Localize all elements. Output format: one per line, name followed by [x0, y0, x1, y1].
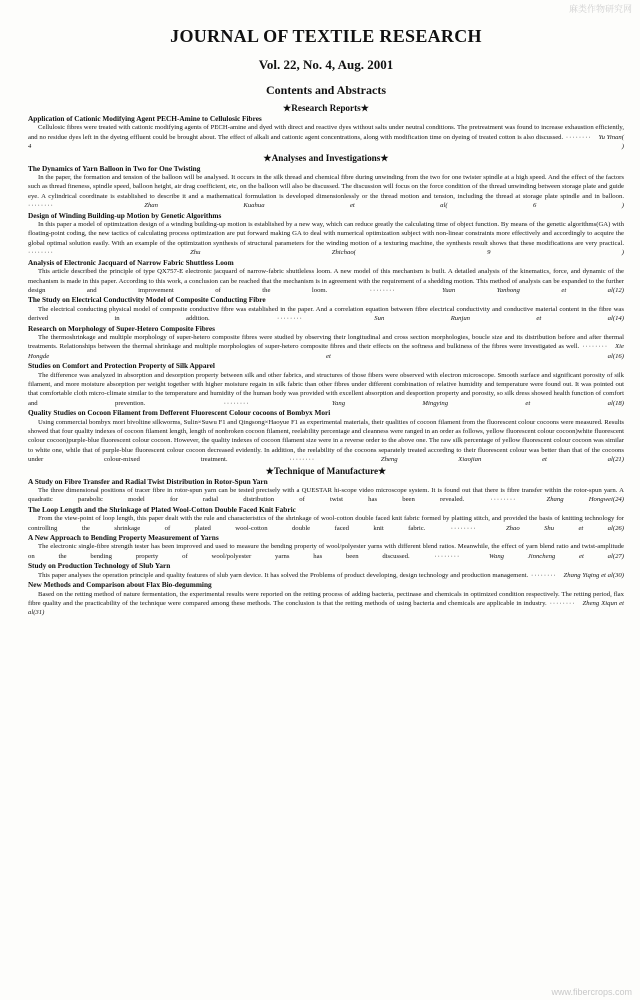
leader-dots: ········	[28, 202, 141, 210]
leader-dots: ········	[528, 571, 560, 579]
leader-dots: ········	[546, 599, 579, 607]
article-title: Research on Morphology of Super-Hetero Composite Fibres	[28, 323, 215, 333]
article-abstract	[28, 123, 624, 151]
article-entry	[28, 477, 624, 505]
abstract-text: In the paper, the formation and tension of the balloon will be analysed. It occurs in the silk thread and chemical fibre during unwinding from the two for one twister spindle at a high speed. And the effect of the factors such as thread fineness, spindle speed, balloon height, air drag coefficient, etc, on the balloon will also be discussed. The discussion will focus on the force condition of the thread unwinding between storage plate and guide eye. A cylindrical coordinate is established to describe it and a mathematical formulation is developed dimensionlessly or the thread motion and tension, including the thread at storage plate spindle and in balloon.	[28, 174, 624, 200]
issue-line: Vol. 22, No. 4, Aug. 2001	[258, 57, 394, 72]
article-abstract	[28, 418, 624, 465]
article-author: Yu Yinan( 4 )	[28, 133, 624, 151]
article-entry	[28, 580, 624, 618]
article-abstract	[28, 371, 624, 409]
abstract-text: This paper analyses the operation principle and quality features of slub yarn device. It has solved the Problems of product developing, design technology and production management.	[38, 571, 529, 579]
article-abstract	[28, 220, 624, 258]
article-title: A New Approach to Bending Property Measurement of Yarns	[28, 533, 219, 543]
article-abstract	[28, 333, 624, 361]
article-title: Application of Cationic Modifying Agent PECH-Amine to Cellulosic Fibres	[28, 114, 262, 123]
article-abstract	[28, 590, 624, 618]
article-author: Wang Jinncheng et al(27)	[485, 553, 624, 560]
article-abstract	[28, 173, 624, 211]
article-entry	[28, 361, 624, 408]
watermark-url: www.fibercrops.com	[551, 987, 632, 997]
article-entry	[28, 164, 624, 211]
abstract-text: From the view-point of loop length, this paper dealt with the rule and characteristics of the shrinkage of wool-cotton double faced knit fabric formed by platting stitch, and provided the basis of knitting technology for controlling the shrinkage of plated wool-cotton double faced knit fabric.	[28, 515, 624, 532]
abstract-text: The electrical conducting physical model of composite conductive fibre was established in the paper. And a correlation equation between fibre electrical conductivity and conductive material content in the fibre was derived in addition.	[28, 305, 624, 323]
article-title: Analysis of Electronic Jacquard of Narrow Fabric Shuttless Loom	[28, 257, 234, 267]
leader-dots: ········	[327, 286, 439, 294]
article-abstract	[28, 486, 624, 505]
article-abstract	[28, 571, 624, 580]
article-entry	[28, 324, 624, 362]
leader-dots: ········	[227, 456, 377, 464]
contents-page	[28, 26, 624, 618]
article-title: Studies on Comfort and Protection Property of Silk Apparel	[28, 361, 215, 371]
abstract-text: Cellulosic fibres were treated with cationic modifying agents of PECH-amine and dyed with direct and reactive dyes without salts under neutral conditions. The pretreatment was found to increase exhaustion efficiently, and no residue dyes left in the dyeing effluent could be brought about. The effect of alkali and cationic agent concentrations, along with modification time on dyeing of treated cotton is also discussed.	[28, 124, 624, 141]
article-author: Sun Runjun et al(14)	[370, 315, 624, 322]
abstract-text: This article described the principle of type QX757-E electronic jacquard of narrow-fabric shuttleless loom. A new model of this mechanism is built. A detailed analysis of the kinematics, force, and dynamic of the mechanism is made in this paper. According to this work, a conclusion can be reached that the mechanism is in agreement with the requirement of a shedding motion. This method of analysis can be expanded to the further design and improvement of the loom.	[28, 268, 624, 294]
article-author: Yang Mingying et al(18)	[328, 400, 624, 407]
abstract-text: The difference was analyzed in absorption and desorption property between silk and other fabrics, and structures of those fibers were observed with electron microscope. Smooth surface and significant porosity of silk filament, and more moisture absorption per weight together with higher moisture regain in silk fabric than other fibres under different combination of relative humidity and temperature were found out. It was pointed out that comfortable cloth micro-climate similar to the temperature and humidity of the human body was provided with excellent absorption and desportion property and porosity, so silk dress showed health function of comfort and prevention.	[28, 371, 624, 407]
article-entry	[28, 295, 624, 323]
section-heading: ★Technique of Manufacture★	[265, 465, 387, 476]
abstract-text: The three dimensional positions of tracer fibre in rotor-spun yarn can be tested precisely with a QUESTAR hi-scope video microscope system. It is found out that there is fibre transfer within the rotor-spun yarn. A quadratic parabolic model for radial distribution of twist has been revealed.	[28, 487, 624, 504]
article-entry	[28, 114, 624, 152]
article-title: Design of Winding Building-up Motion by Genetic Algorithms	[28, 210, 222, 220]
article-author: Zhan Kuahua et al( 6 )	[140, 202, 624, 209]
article-entry	[28, 408, 624, 464]
contents-heading: Contents and Abstracts	[265, 83, 386, 97]
article-title: Quality Studies on Cocoon Filament from Defferent Fluorescent Colour cocoons of Bombyx Mori	[28, 408, 331, 418]
article-entry	[28, 258, 624, 296]
article-author: Zhang Yiqing et al(30)	[560, 572, 624, 579]
leader-dots: ········	[563, 133, 595, 141]
leader-dots: ········	[464, 496, 543, 504]
article-author: Zheng Xiaojian et al(21)	[377, 456, 624, 463]
article-abstract	[28, 267, 624, 295]
sections-container	[28, 103, 624, 618]
leader-dots: ········	[209, 315, 371, 323]
article-title: A Study on Fibre Transfer and Radial Twist Distribution in Rotor-Spun Yarn	[28, 476, 268, 486]
abstract-text: Using commercial bombyx mori bivoltine silkworms, Sulin×Suwu F1 and Qingsong×Haoyue F1 as experimental materials, their qualities of cocoon filament from the fluorescent colour cocoons were measured. Results showed that four quality indexes of cocoon filament length, length of nonbroken cocoon filament, reelability percentage and cleanness were ranged in an order as follows, yellow fluorescent colour cocoon)white fluorescent colour cocoon)purple-blue fluorescent colour cocoon. However, the quality indexes of cocoon filament size were in a reverse order to the above one. The raw silk percentage of yellow fluorescent colour cocoon was similar to white one, while that of purple-blue fluorescent colour cocoon decreased evidently. In addition, the reelability of the cocoons separately treated according to their fluorescent colour was better than that of the cocoons under colour-mixed treatment.	[28, 418, 624, 464]
abstract-text: Based on the retting method of nature fermentation, the experimental results were reported on the retting process of adding bacteria, pectinase and chemicals in optimized condition respectively. The retting period, flax fibre quality and the practicability of the technique were compared among these methods. The conclusion is that the retting methods of using bacteria and chemicals are applicable in industry.	[28, 590, 624, 607]
article-entry	[28, 533, 624, 561]
abstract-text: The electronic single-fibre strength tester has been improved and used to measure the bending property of wool/polyester yarns with different blend ratios. Meanwhile, the effect of yarn blend ratio and twist-amplitude on the bending property of wool/polyester yarns has been discussed.	[28, 543, 624, 560]
article-abstract	[28, 542, 624, 561]
journal-title: JOURNAL OF TEXTILE RESEARCH	[170, 26, 482, 46]
section-heading: ★Analyses and Investigations★	[263, 152, 389, 163]
article-author: Yuan Yanhong et al(12)	[438, 287, 624, 294]
leader-dots: ········	[425, 524, 502, 532]
article-title: The Dynamics of Yarn Balloon in Two for One Twisting	[28, 163, 201, 173]
article-title: Study on Production Technology of Slub Yarn	[28, 561, 171, 571]
article-author: Xie Hongde et al(16)	[28, 343, 624, 360]
section-heading: ★Research Reports★	[283, 103, 369, 113]
article-author: Zhang Hongwei(24)	[542, 496, 624, 503]
article-author: Zhu Zhichao( 9 )	[186, 249, 624, 256]
watermark-chinese: 麻类作物研究网	[568, 5, 632, 15]
article-entry	[28, 211, 624, 258]
abstract-text: In this paper a model of optimization design of a winding building-up motion is established by a new way, which can reduce greatly the calculating time of object function. By means of the genetic algorithms(GA) with floating-point coding, the new tactics of calculating process optimization are put forward making GA to deal with numerical optimization subject with non-linear constraints more effectively and accordingly to acquire the global optimal solution easily. With an example of the optimization synthesis of structural parameters for the winding motion of a texturing machine, the synthesis result shows that these modifications are very practical.	[28, 221, 624, 247]
leader-dots: ········	[28, 249, 187, 257]
article-entry	[28, 561, 624, 580]
abstract-text: The thermoshrinkage and multiple morphology of super-hetero composite fibres were studied by observing their longitudinal and cross section morphologies, boucle size and its distribution before and after thermal treatments. Relationships between the thermal shrinkage and multiple morphologies of super-hetero composite fibres and their effects on the softness and bulkiness of the fibres were investigated as well.	[28, 333, 624, 351]
leader-dots: ········	[145, 399, 328, 407]
leader-dots: ········	[409, 552, 486, 560]
article-author: Zheng Xiqun et al(31)	[28, 599, 624, 617]
article-abstract	[28, 305, 624, 324]
article-author: Zhao Shu et al(26)	[502, 525, 624, 532]
article-entry	[28, 505, 624, 533]
article-title: New Methods and Comparison about Flax Bio-degumming	[28, 580, 212, 590]
article-title: The Study on Electrical Conductivity Model of Composite Conducting Fibre	[28, 295, 266, 305]
article-abstract	[28, 514, 624, 533]
article-title: The Loop Length and the Shrinkage of Plated Wool-Cotton Double Faced Knit Fabric	[28, 504, 296, 514]
leader-dots: ········	[579, 343, 612, 351]
